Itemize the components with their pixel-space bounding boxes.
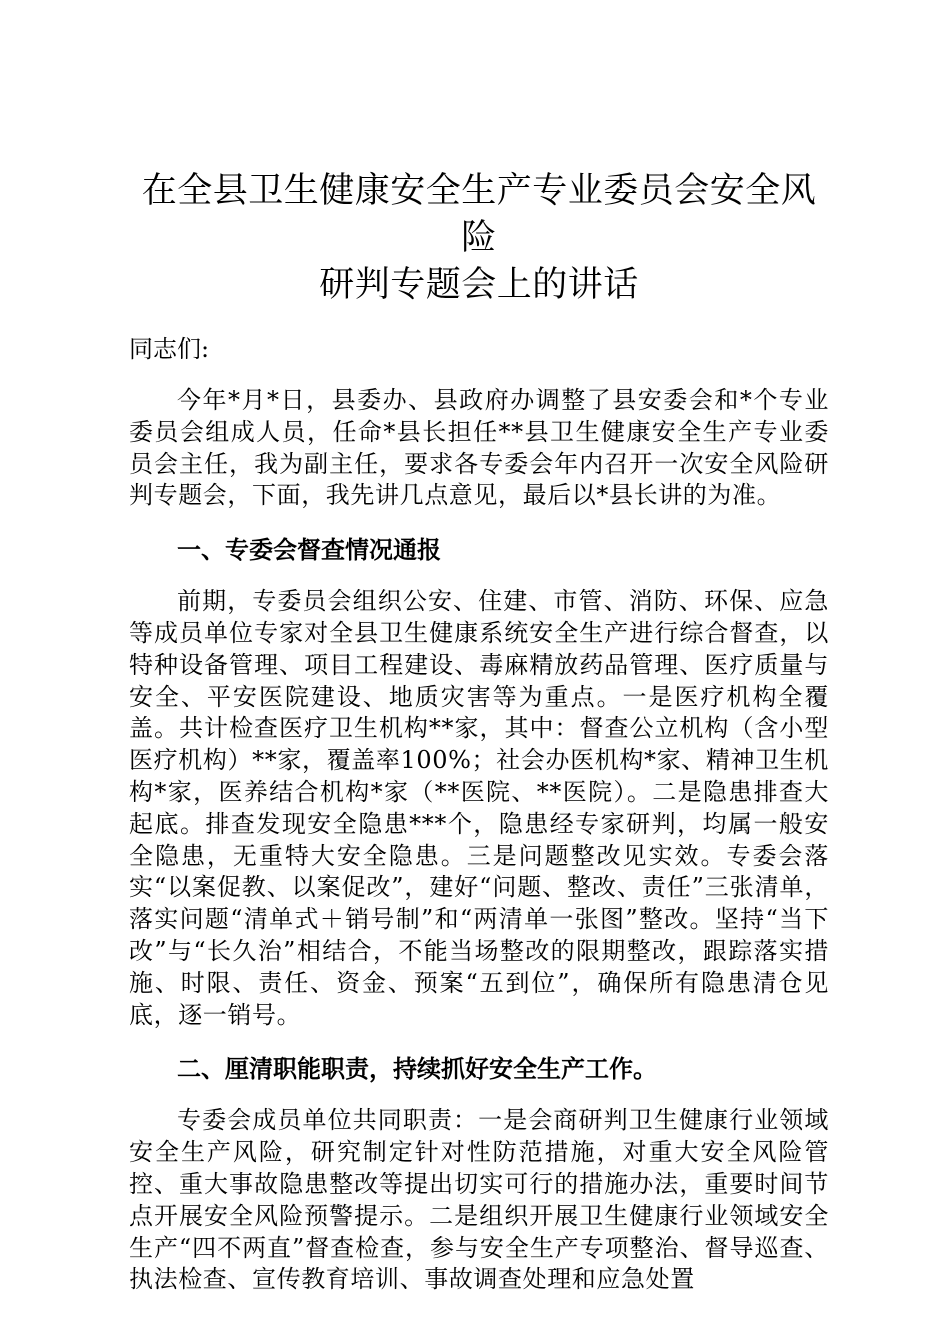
section-1-paragraph: 前期，专委员会组织公安、住建、市管、消防、环保、应急等成员单位专家对全县卫生健康系统安全生产进行综合督查，以特种设备管理、项目工程建设、毒麻精放药品管理、医疗质量与安全、平安医院建设、地质灾害等为重点。一是医疗机构全覆盖。共计检查医疗卫生机构**家，其中：督查公立机构（含小型医疗机构）**家，覆盖率100%；社会办医机构*家、精神卫生机构*家，医养结合机构*家（**医院、**医院）。二是隐患排查大起底。排查发现安全隐患***个，隐患经专家研判，均属一般安全隐患，无重特大安全隐患。三是问题整改见实效。专委会落实“以案促教、以案促改”，建好“问题、整改、责任”三张清单，落实问题“清单式＋销号制”和“两清单一张图”整改。坚持“当下改”与“长久治”相结合，不能当场整改的限期整改，跟踪落实措施、时限、责任、资金、预案“五到位”，确保所有隐患清仓见底，逐一销号。 xyxy=(129,587,829,1029)
document-page xyxy=(129,168,829,1296)
title-line-2: 研判专题会上的讲话 xyxy=(319,265,639,305)
salutation: 同志们: xyxy=(129,335,210,363)
document-title xyxy=(129,168,829,309)
intro-paragraph: 今年*月*日，县委办、县政府办调整了县安委会和*个专业委员会组成人员，任命*县长担任**县卫生健康安全生产专业委员会主任，我为副主任，要求各专委会年内召开一次安全风险研判专题会，下面，我先讲几点意见，最后以*县长讲的为准。 xyxy=(129,386,829,510)
section-2-paragraph: 专委会成员单位共同职责：一是会商研判卫生健康行业领域安全生产风险，研究制定针对性防范措施，对重大安全风险管控、重大事故隐患整改等提出切实可行的措施办法，重要时间节点开展安全风险预警提示。二是组织开展卫生健康行业领域安全生产“四不两直”督查检查，参与安全生产专项整治、督导巡查、执法检查、宣传教育培训、事故调查处理和应急处置 xyxy=(129,1106,829,1294)
title-line-1: 在全县卫生健康安全生产专业委员会安全风险 xyxy=(141,171,817,258)
section-2-heading: 二、厘清职能职责，持续抓好安全生产工作。 xyxy=(177,1054,657,1084)
section-1-heading: 一、专委会督查情况通报 xyxy=(177,535,441,565)
